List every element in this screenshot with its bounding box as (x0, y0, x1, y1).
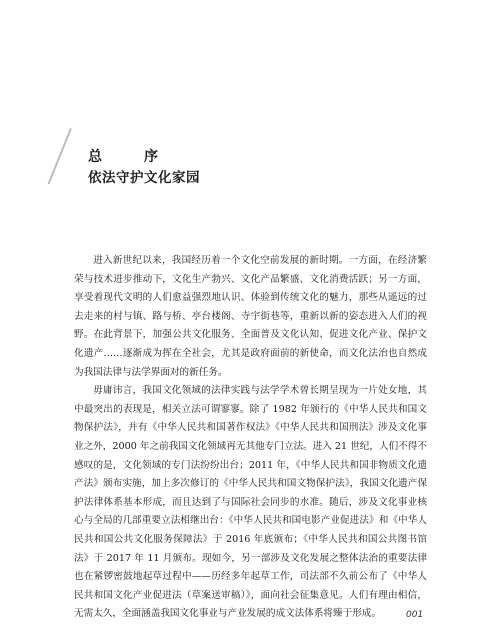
heading-block (88, 148, 200, 187)
page-number: 001 (406, 610, 424, 620)
page-title: 总 序 (88, 149, 172, 165)
decorative-line (48, 128, 72, 184)
page-subtitle: 依法守护文化家园 (88, 170, 200, 186)
paragraph-2: 毋庸讳言，我国文化领域的法律实践与法学学术曾长期呈现为一片处女地，其中最突出的表现是，相关立法可谓寥寥。除了 1982 年颁行的《中华人民共和国文物保护法》，并有《中华人民共和国著作权法》《中华人民共和国刑法》涉及文化事业之外，2000 年之前我国文化领域再无其他专门立法。进入 21 世纪，人们不得不感叹的是，文化领域的专门法纷纷出台；2011 年，《中华人民共和国非物质文化遗产法》颁布实施，加上多次修订的《中华人民共和国文物保护法》，我国文化遗产保护法律体系基本形成，而且达到了与国际社会同步的水准。随后，涉及文化事业核心与全局的几部重要立法相继出台：《中华人民共和国电影产业促进法》和《中华人民共和国公共文化服务保障法》于 2016 年底颁布；《中华人民共和国公共图书馆法》于 2017 年 11 月颁布。现如今，另一部涉及文化发展之整体法治的重要法律也在紧锣密鼓地起草过程中——历经多年起草工作，司法部不久前公布了《中华人民共和国文化产业促进法（草案送审稿）》，面向社会征集意见。人们有理由相信，无需太久，全面涵盖我国文化事业与产业发展的成文法体系将臻于形成。 (74, 385, 427, 620)
paragraph-1: 进入新世纪以来，我国经历着一个文化空前发展的新时期。一方面，在经济繁荣与技术进步推动下，文化生产勃兴、文化产品繁盛、文化消费活跃；另一方面，享受着现代文明的人们愈益强烈地认识、体验到传统文化的魅力，那些从遥远的过去走来的村与镇、路与桥、亭台楼阁、寺宇街巷等，重新以新的姿态进入人们的视野。在此背景下，加强公共文化服务、全面普及文化认知、促进文化产业、保护文化遗产……逐渐成为挥在全社会，尤其是政府面前的新使命，而文化法治也自然成为我国法律与法学界面对的新任务。 (74, 255, 427, 378)
body-text (74, 252, 427, 624)
